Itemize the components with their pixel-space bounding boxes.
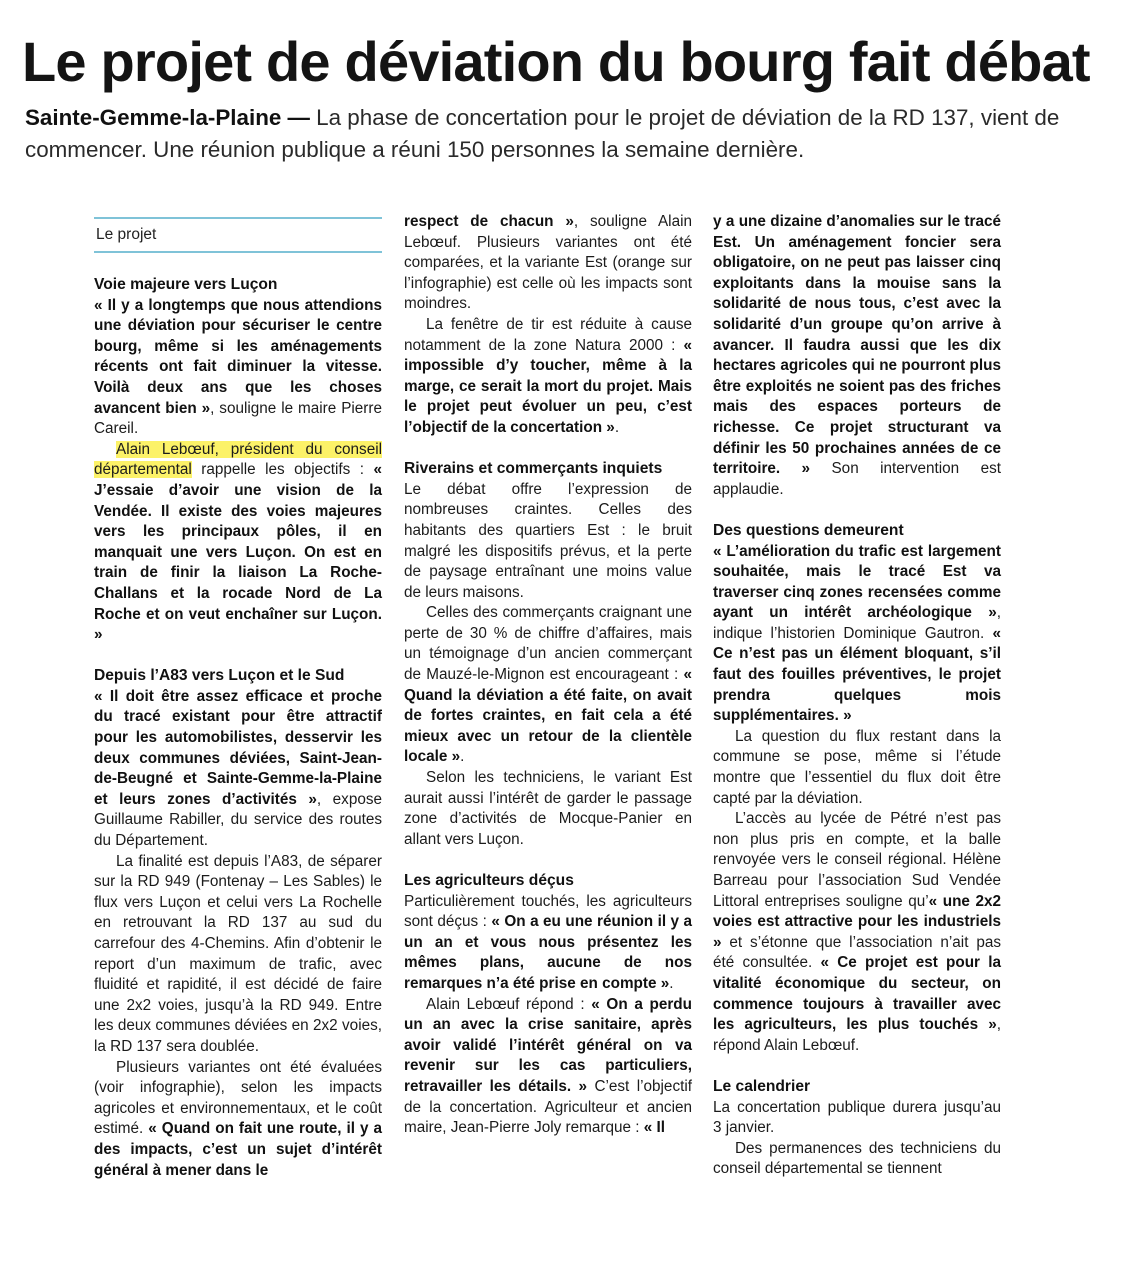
paragraph (404, 892, 692, 995)
paragraph (94, 296, 382, 440)
paragraph (404, 315, 692, 439)
text: Plusieurs variantes ont été évaluées (voir infographie), selon les impacts agricoles et environnementaux, et le coût estimé. (94, 1058, 382, 1138)
subhead-riverains: Riverains et commerçants inquiets (404, 460, 663, 478)
lead-text: La phase de concertation pour le projet de déviation de la RD 137, vient de commencer. Une réunion publique a réuni 150 personnes la semaine dernière. (25, 105, 1060, 162)
paragraph: Le débat offre l’expression de nombreuses craintes. Celles des habitants des quartiers Est : le bruit malgré les dispositifs prévus, et la perte de paysage entraînant une moins value de leurs maisons. (404, 480, 692, 601)
text: , expose Guillaume Rabiller, du service des routes du Département. (94, 790, 382, 850)
subhead-calendrier: Le calendrier (713, 1077, 811, 1095)
text: . (669, 974, 674, 992)
subhead-agriculteurs: Les agriculteurs déçus (404, 872, 574, 889)
paragraph (713, 809, 1001, 1056)
paragraph: La concertation publique durera jusqu’au 3 janvier. (713, 1098, 1001, 1137)
paragraph (713, 212, 1001, 500)
paragraph: Des permanences des techniciens du conseil départemental se tiennent (713, 1139, 1001, 1178)
quote: « On a eu une réunion il y a un an et vous nous présentez les mêmes plans, aucune de nos remarques n’a été prise en compte » (404, 913, 693, 992)
quote: « On a perdu un an avec la crise sanitaire, après avoir validé l’intérêt général on va revenir sur les cas particuliers, retravailler les détails. » (404, 995, 692, 1095)
article-column-2 (404, 212, 692, 1139)
text: , répond Alain Lebœuf. (713, 1016, 1001, 1054)
article-column-3 (713, 212, 1001, 1180)
text: , indique l’historien Dominique Gautron. (713, 604, 1001, 642)
text: Son intervention est applaudie. (713, 460, 1001, 498)
quote: « Ce n’est pas un élément bloquant, s’il faut des fouilles préventives, le projet prendra quelques mois supplémentaires. » (713, 624, 1001, 725)
paragraph (404, 212, 692, 315)
quote: « L’amélioration du trafic est largement souhaitée, mais le tracé Est va traverser cinq zones recensées comme ayant un intérêt archéologique » (713, 542, 1001, 622)
paragraph (404, 995, 692, 1139)
quote: « une 2x2 voies est attractive pour les industriels » (713, 892, 1001, 951)
paragraph (94, 440, 382, 646)
paragraph: Selon les techniciens, le variant Est aurait aussi l’intérêt de garder le passage zone d’activités de Mocque-Panier en allant vers Luçon. (404, 769, 692, 848)
text: . (614, 418, 620, 436)
quote: « J’essaie d’avoir une vision de la Vendée. Il existe des voies majeures vers les principaux pôles, il en manquait une vers Luçon. On est en train de finir la liaison La Roche-Challans et la rocade Nord de La Roche et on veut enchaîner sur Luçon. » (94, 461, 382, 644)
quote: respect de chacun » (404, 213, 574, 230)
paragraph: La finalité est depuis l’A83, de séparer sur la RD 949 (Fontenay – Les Sables) le flux vers Luçon et celui vers La Rochelle en retrouvant la RD 137 au sud du carrefour des 4-Chemins. Afin d’obtenir le report d’un maximum de trafic, avec fluidité et rapidité, il est décidé de faire une 2x2 voies, jusqu’à la RD 949. Entre les deux communes déviées en 2x2 voies, la RD 137 sera doublée. (94, 852, 382, 1055)
quote: « Il doit être assez efficace et proche du tracé existant pour être attractif pour les automobilistes, desservir les deux communes déviées, Saint-Jean-de-Beugné et Sainte-Gemme-la-Plaine et leurs zones d’activités » (94, 687, 382, 808)
text: Alain Lebœuf répond : (426, 995, 592, 1013)
lead-place: Sainte-Gemme-la-Plaine — (25, 105, 310, 130)
text: rappelle les objectifs : (191, 461, 374, 479)
paragraph (713, 542, 1001, 727)
text: Particulièrement touchés, les agriculteurs sont déçus : (404, 892, 692, 931)
paragraph (94, 1058, 382, 1182)
text: Celles des commerçants craignant une perte de 30 % de chiffre d’affaires, mais un témoignage d’un ancien commerçant de Mauzé-le-Mignon est encourageant : (404, 604, 692, 684)
text: . (460, 748, 465, 766)
subhead-questions: Des questions demeurent (713, 521, 904, 539)
text: La fenêtre de tir est réduite à cause notamment de la zone Natura 2000 : (404, 315, 692, 354)
quote: « Quand on fait une route, il y a des impacts, c’est un sujet d’intérêt général à mener dans le (94, 1120, 382, 1179)
quote: « Il y a longtemps que nous attendions une déviation pour sécuriser le centre bourg, même si les aménagements récents ont fait diminuer la vitesse. Voilà deux ans que les choses avancent bien » (94, 296, 382, 417)
headline: Le projet de déviation du bourg fait débat (22, 30, 1090, 93)
paragraph (94, 687, 382, 852)
lead-paragraph (25, 102, 1117, 166)
text: et s’étonne que l’association n’ait pas été consultée. (713, 933, 1001, 972)
quote: « Ce projet est pour la vitalité économique du secteur, on commence toujours à travailler avec les agriculteurs, les plus touchés » (713, 954, 1001, 1034)
text: , souligne Alain Lebœuf. Plusieurs variantes ont été comparées, et la variante Est (orange sur l’infographie) est celle où les impacts sont moindres. (404, 213, 692, 313)
quote: « Quand la déviation a été faite, on avait de fortes craintes, en fait cela a été mieux avec un retour de la clientèle locale » (404, 666, 692, 766)
paragraph (404, 603, 692, 768)
text: , souligne le maire Pierre Careil. (94, 399, 382, 438)
paragraph: La question du flux restant dans la commune se pose, même si l’étude montre que l’essentiel du flux doit être capté par la déviation. (713, 727, 1001, 807)
section-box-label: Le projet (96, 226, 157, 243)
text: C’est l’objectif de la concertation. Agriculteur et ancien maire, Jean-Pierre Joly remarque : (404, 1077, 692, 1137)
subhead-voie-majeure: Voie majeure vers Luçon (94, 276, 278, 293)
article-column-1 (94, 212, 382, 1181)
highlighted-text: Alain Lebœuf, président du conseil départemental (94, 440, 382, 479)
quote: y a une dizaine d’anomalies sur le tracé Est. Un aménagement foncier sera obligatoire, on ne peut pas laisser cinq exploitants dans la mouise sans la solidarité de nous tous, c’est avec la solidarité d’un groupe qu’on arrive à avancer. Il faudra aussi que les dix hectares agricoles qui ne pourront plus être exploités ne soient pas des friches mais des espaces porteurs de richesse. Ce projet structurant va définir les 50 prochaines années de ce territoire. » (713, 213, 1001, 478)
quote: « impossible d’y toucher, même à la marge, ce serait la mort du projet. Mais le projet peut évoluer un peu, c’est l’objectif de la concertation » (404, 336, 692, 436)
text: L’accès au lycée de Pétré n’est pas non plus pris en compte, et la balle renvoyée vers le conseil régional. Hélène Barreau pour l’association Sud Vendée Littoral entreprises souligne qu’ (713, 810, 1001, 910)
subhead-depuis-a83: Depuis l’A83 vers Luçon et le Sud (94, 667, 345, 685)
quote: « Il (643, 1119, 666, 1137)
